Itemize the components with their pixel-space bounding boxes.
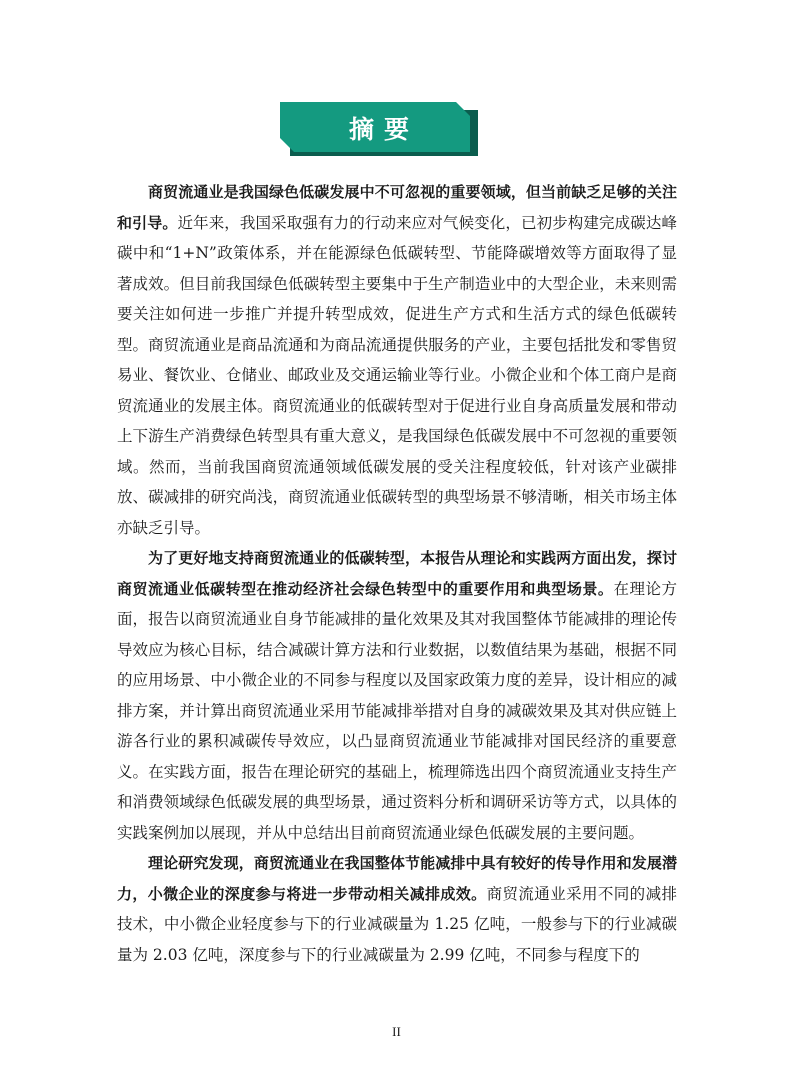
page-number: II bbox=[392, 1024, 401, 1039]
paragraph-3 bbox=[117, 848, 677, 970]
section-title: 摘要 bbox=[348, 115, 419, 144]
paragraph-2-text: 在理论方面，报告以商贸流通业自身节能减排的量化效果及其对我国整体节能减排的理论传导效应为核心目标，结合减碳计算方法和行业数据，以数值结果为基础，根据不同的应用场景、中小微企业的不同参与程度以及国家政策力度的差异，设计相应的减排方案，并计算出商贸流通业采用节能减排举措对自身的减碳效果及其对供应链上游各行业的累积减碳传导效应，以凸显商贸流通业节能减排对国民经济的重要意义。在实践方面，报告在理论研究的基础上，梳理筛选出四个商贸流通业支持生产和消费领域绿色低碳发展的典型场景，通过资料分析和调研采访等方式，以具体的实践案例加以展现，并从中总结出目前商贸流通业绿色低碳发展的主要问题。 bbox=[117, 579, 677, 842]
section-title-banner bbox=[280, 100, 478, 156]
paragraph-2-lead: 为了更好地支持商贸流通业的低碳转型，本报告从理论和实践两方面出发，探讨商贸流通业低碳转型在推动经济社会绿色转型中的重要作用和典型场景。 bbox=[117, 549, 677, 598]
paragraph-1-text: 近年来，我国采取强有力的行动来应对气候变化，已初步构建完成碳达峰碳中和“1+N”政策体系，并在能源绿色低碳转型、节能降碳增效等方面取得了显著成效。但目前我国绿色低碳转型主要集中于生产制造业中的大型企业，未来则需要关注如何进一步推广并提升转型成效，促进生产方式和生活方式的绿色低碳转型。商贸流通业是商品流通和为商品流通提供服务的产业，主要包括批发和零售贸易业、餐饮业、仓储业、邮政业及交通运输业等行业。小微企业和个体工商户是商贸流通业的发展主体。商贸流通业的低碳转型对于促进行业自身高质量发展和带动上下游生产消费绿色转型具有重大意义，是我国绿色低碳发展中不可忽视的重要领域。然而，当前我国商贸流通领域低碳发展的受关注程度较低，针对该产业碳排放、碳减排的研究尚浅，商贸流通业低碳转型的典型场景不够清晰，相关市场主体亦缺乏引导。 bbox=[117, 213, 677, 537]
paragraph-3-text: 商贸流通业采用不同的减排技术，中小微企业轻度参与下的行业减碳量为 1.25 亿吨，一般参与下的行业减碳量为 2.03 亿吨，深度参与下的行业减碳量为 2.99 亿吨，不同参与程度下的 bbox=[117, 884, 677, 964]
paragraph-3-lead: 理论研究发现，商贸流通业在我国整体节能减排中具有较好的传导作用和发展潜力，小微企业的深度参与将进一步带动相关减排成效。 bbox=[117, 854, 677, 903]
paragraph-1-lead: 商贸流通业是我国绿色低碳发展中不可忽视的重要领域，但当前缺乏足够的关注和引导。 bbox=[117, 183, 677, 232]
paragraph-2 bbox=[117, 543, 677, 848]
paragraph-1 bbox=[117, 177, 677, 543]
abstract-body bbox=[117, 177, 677, 970]
